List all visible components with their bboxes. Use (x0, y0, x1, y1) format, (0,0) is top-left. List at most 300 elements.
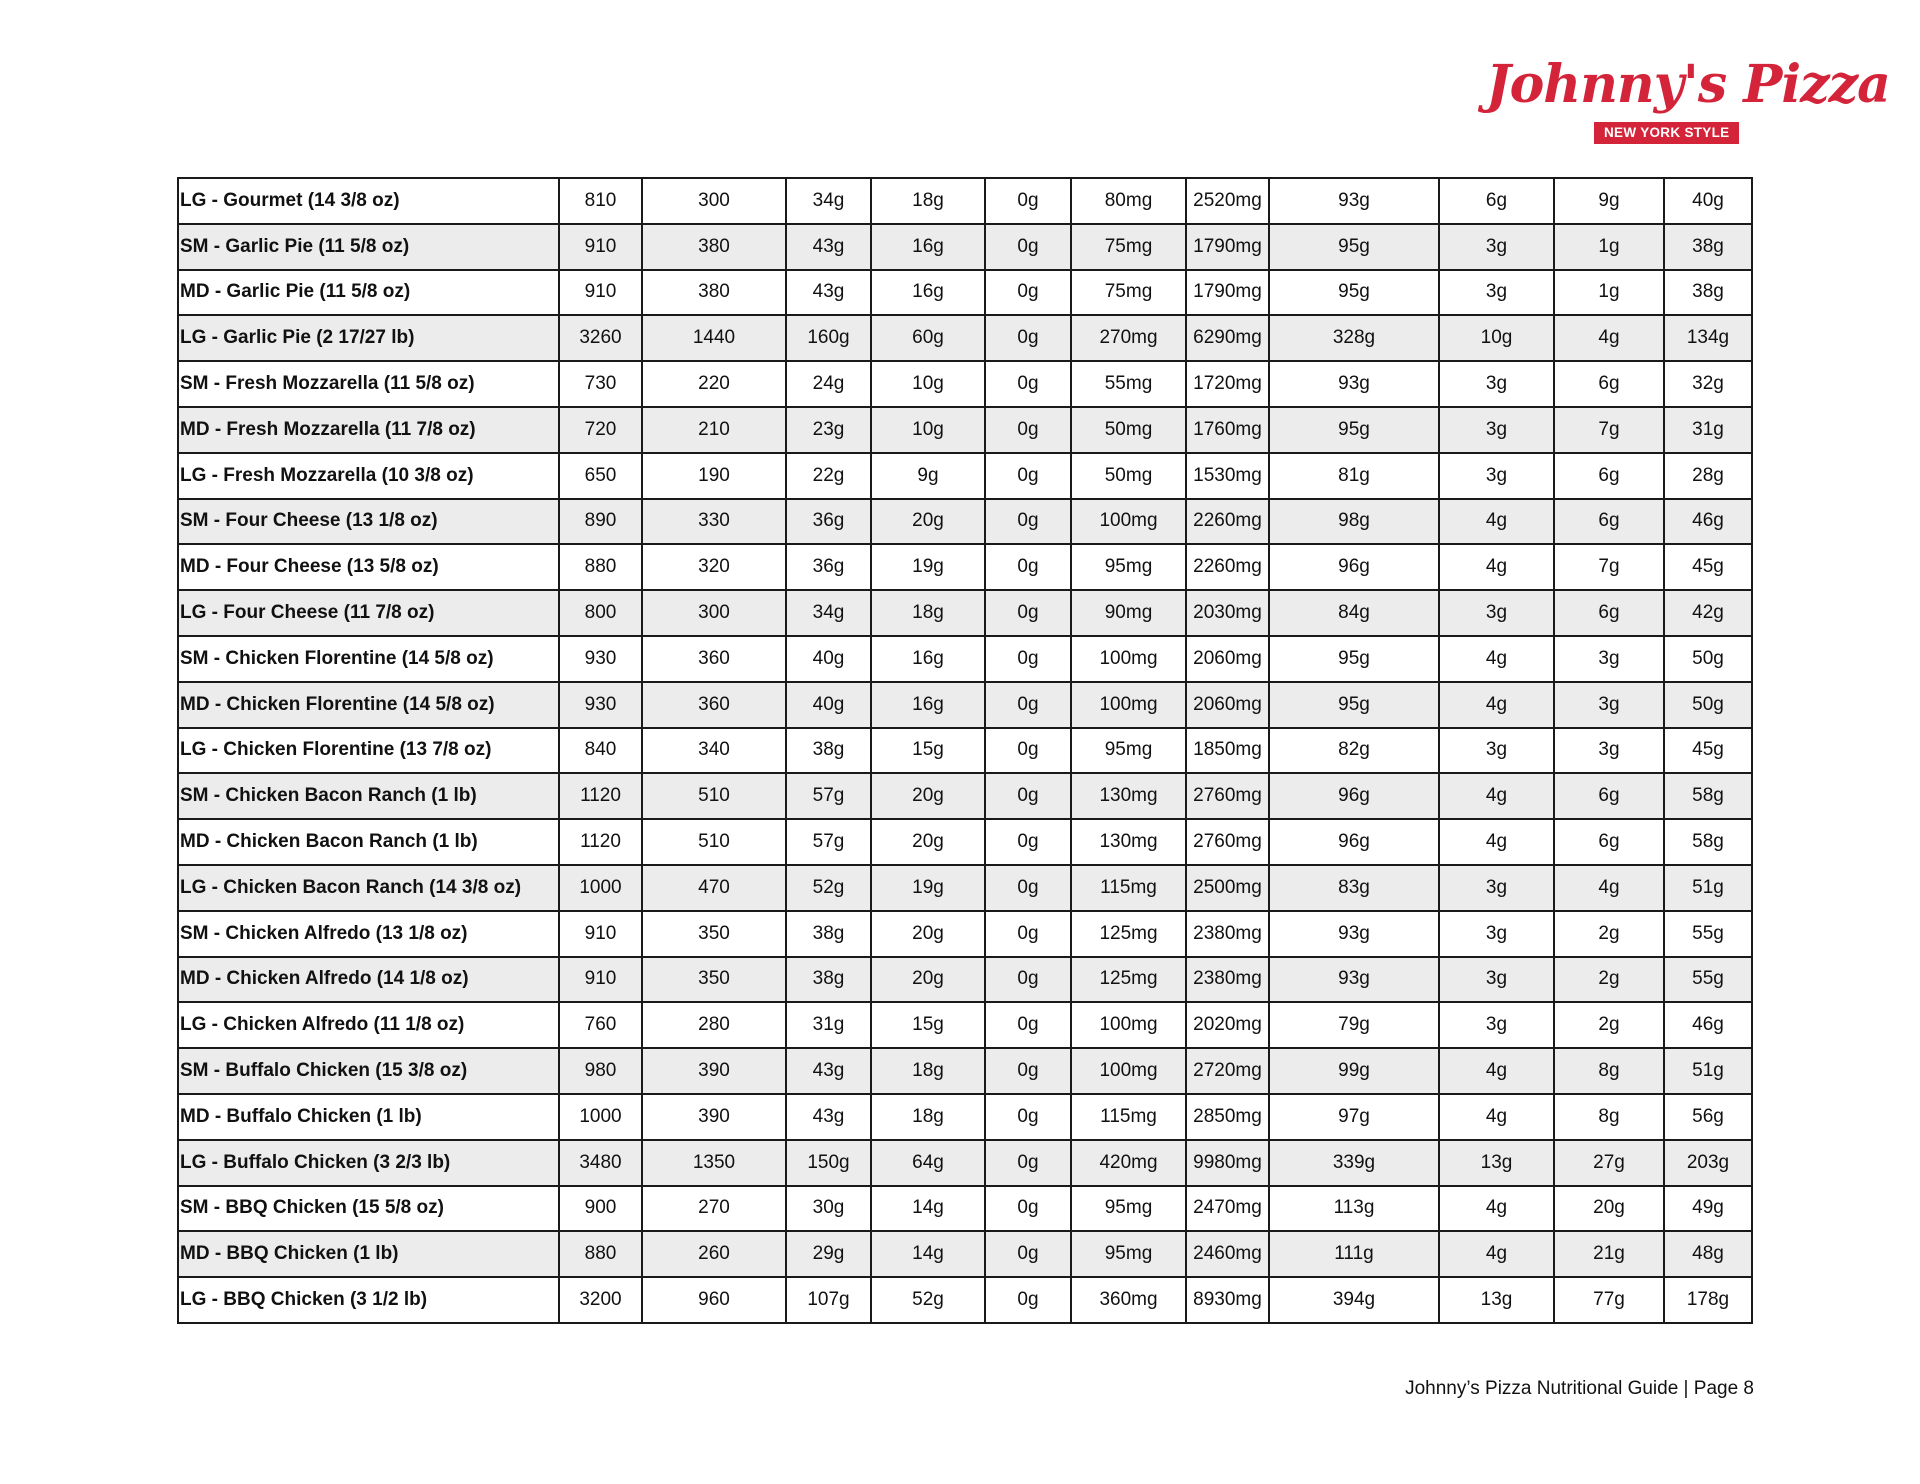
nutrition-value-cell: 4g (1554, 315, 1664, 361)
nutrition-value-cell: 2760mg (1186, 819, 1269, 865)
nutrition-value-cell: 9g (1554, 178, 1664, 224)
nutrition-value-cell: 43g (786, 224, 871, 270)
nutrition-value-cell: 38g (786, 911, 871, 957)
nutrition-value-cell: 20g (871, 773, 985, 819)
nutrition-value-cell: 95g (1269, 682, 1439, 728)
table-row (178, 1002, 1752, 1048)
item-name-cell: MD - Chicken Alfredo (14 1/8 oz) (178, 957, 559, 1003)
nutrition-value-cell: 0g (985, 178, 1071, 224)
nutrition-value-cell: 4g (1439, 1094, 1554, 1140)
nutrition-value-cell: 0g (985, 453, 1071, 499)
nutrition-value-cell: 3g (1439, 1002, 1554, 1048)
nutrition-value-cell: 36g (786, 499, 871, 545)
nutrition-value-cell: 22g (786, 453, 871, 499)
nutrition-value-cell: 16g (871, 636, 985, 682)
nutrition-value-cell: 79g (1269, 1002, 1439, 1048)
nutrition-value-cell: 0g (985, 1231, 1071, 1277)
nutrition-value-cell: 3g (1439, 957, 1554, 1003)
nutrition-value-cell: 0g (985, 957, 1071, 1003)
nutrition-value-cell: 107g (786, 1277, 871, 1323)
nutrition-value-cell: 96g (1269, 819, 1439, 865)
page-footer: Johnny’s Pizza Nutritional Guide | Page 8 (1405, 1378, 1754, 1399)
item-name-cell: LG - Chicken Alfredo (11 1/8 oz) (178, 1002, 559, 1048)
nutrition-value-cell: 90mg (1071, 590, 1186, 636)
nutrition-value-cell: 360mg (1071, 1277, 1186, 1323)
nutrition-value-cell: 64g (871, 1140, 985, 1186)
nutrition-value-cell: 930 (559, 682, 642, 728)
nutrition-value-cell: 1000 (559, 1094, 642, 1140)
nutrition-value-cell: 49g (1664, 1186, 1752, 1232)
nutrition-value-cell: 270mg (1071, 315, 1186, 361)
nutrition-value-cell: 1g (1554, 270, 1664, 316)
item-name-cell: SM - Chicken Florentine (14 5/8 oz) (178, 636, 559, 682)
nutrition-value-cell: 80mg (1071, 178, 1186, 224)
nutrition-value-cell: 100mg (1071, 499, 1186, 545)
nutrition-value-cell: 350 (642, 911, 786, 957)
table-row (178, 315, 1752, 361)
table-row (178, 544, 1752, 590)
item-name-cell: SM - Garlic Pie (11 5/8 oz) (178, 224, 559, 270)
nutrition-value-cell: 7g (1554, 407, 1664, 453)
nutrition-value-cell: 0g (985, 682, 1071, 728)
nutrition-value-cell: 900 (559, 1186, 642, 1232)
nutrition-value-cell: 130mg (1071, 819, 1186, 865)
nutrition-value-cell: 111g (1269, 1231, 1439, 1277)
nutrition-value-cell: 45g (1664, 544, 1752, 590)
nutrition-value-cell: 31g (1664, 407, 1752, 453)
nutrition-value-cell: 910 (559, 911, 642, 957)
table-row (178, 1140, 1752, 1186)
nutrition-value-cell: 100mg (1071, 1048, 1186, 1094)
nutrition-value-cell: 31g (786, 1002, 871, 1048)
nutrition-value-cell: 57g (786, 819, 871, 865)
item-name-cell: SM - Buffalo Chicken (15 3/8 oz) (178, 1048, 559, 1094)
nutrition-value-cell: 51g (1664, 865, 1752, 911)
nutrition-value-cell: 30g (786, 1186, 871, 1232)
nutrition-value-cell: 840 (559, 728, 642, 774)
nutrition-value-cell: 38g (786, 957, 871, 1003)
nutrition-value-cell: 320 (642, 544, 786, 590)
item-name-cell: LG - Chicken Florentine (13 7/8 oz) (178, 728, 559, 774)
nutrition-value-cell: 95mg (1071, 728, 1186, 774)
nutrition-value-cell: 880 (559, 1231, 642, 1277)
table-row (178, 361, 1752, 407)
nutrition-value-cell: 20g (1554, 1186, 1664, 1232)
nutrition-value-cell: 0g (985, 407, 1071, 453)
table-row (178, 728, 1752, 774)
nutrition-value-cell: 93g (1269, 957, 1439, 1003)
nutrition-value-cell: 4g (1439, 1048, 1554, 1094)
nutrition-value-cell: 190 (642, 453, 786, 499)
item-name-cell: MD - BBQ Chicken (1 lb) (178, 1231, 559, 1277)
item-name-cell: LG - Four Cheese (11 7/8 oz) (178, 590, 559, 636)
nutrition-value-cell: 910 (559, 957, 642, 1003)
nutrition-value-cell: 1760mg (1186, 407, 1269, 453)
nutrition-value-cell: 77g (1554, 1277, 1664, 1323)
nutrition-value-cell: 2720mg (1186, 1048, 1269, 1094)
nutrition-value-cell: 328g (1269, 315, 1439, 361)
nutrition-value-cell: 95g (1269, 270, 1439, 316)
nutrition-value-cell: 650 (559, 453, 642, 499)
nutrition-value-cell: 3g (1439, 407, 1554, 453)
nutrition-value-cell: 6g (1554, 499, 1664, 545)
nutrition-value-cell: 34g (786, 178, 871, 224)
nutrition-value-cell: 6g (1439, 178, 1554, 224)
nutrition-value-cell: 6g (1554, 773, 1664, 819)
table-row (178, 1186, 1752, 1232)
nutrition-value-cell: 0g (985, 1094, 1071, 1140)
nutrition-value-cell: 3g (1439, 728, 1554, 774)
nutrition-value-cell: 510 (642, 819, 786, 865)
nutrition-value-cell: 720 (559, 407, 642, 453)
nutrition-value-cell: 2380mg (1186, 911, 1269, 957)
nutrition-value-cell: 4g (1439, 544, 1554, 590)
johnnys-pizza-logo (1480, 52, 1890, 152)
nutrition-value-cell: 43g (786, 1094, 871, 1140)
nutrition-value-cell: 0g (985, 773, 1071, 819)
nutrition-value-cell: 40g (786, 682, 871, 728)
nutrition-value-cell: 38g (1664, 270, 1752, 316)
nutrition-value-cell: 134g (1664, 315, 1752, 361)
nutrition-value-cell: 210 (642, 407, 786, 453)
nutrition-value-cell: 0g (985, 911, 1071, 957)
nutrition-value-cell: 3g (1439, 224, 1554, 270)
item-name-cell: MD - Chicken Florentine (14 5/8 oz) (178, 682, 559, 728)
item-name-cell: SM - BBQ Chicken (15 5/8 oz) (178, 1186, 559, 1232)
nutrition-value-cell: 95g (1269, 636, 1439, 682)
item-name-cell: MD - Buffalo Chicken (1 lb) (178, 1094, 559, 1140)
nutrition-value-cell: 56g (1664, 1094, 1752, 1140)
table-row (178, 957, 1752, 1003)
table-row (178, 1094, 1752, 1140)
nutrition-value-cell: 21g (1554, 1231, 1664, 1277)
nutrition-value-cell: 8g (1554, 1094, 1664, 1140)
nutrition-value-cell: 93g (1269, 178, 1439, 224)
nutrition-value-cell: 42g (1664, 590, 1752, 636)
nutrition-value-cell: 960 (642, 1277, 786, 1323)
table-row (178, 407, 1752, 453)
nutrition-value-cell: 16g (871, 270, 985, 316)
nutrition-value-cell: 46g (1664, 499, 1752, 545)
table-row (178, 1048, 1752, 1094)
nutrition-value-cell: 2500mg (1186, 865, 1269, 911)
nutrition-value-cell: 340 (642, 728, 786, 774)
nutrition-value-cell: 38g (1664, 224, 1752, 270)
nutrition-value-cell: 1790mg (1186, 224, 1269, 270)
nutrition-value-cell: 55mg (1071, 361, 1186, 407)
nutrition-value-cell: 390 (642, 1094, 786, 1140)
nutrition-value-cell: 32g (1664, 361, 1752, 407)
nutrition-value-cell: 6290mg (1186, 315, 1269, 361)
nutrition-value-cell: 14g (871, 1231, 985, 1277)
nutrition-value-cell: 84g (1269, 590, 1439, 636)
nutrition-value-cell: 10g (1439, 315, 1554, 361)
table-row (178, 270, 1752, 316)
table-row (178, 453, 1752, 499)
nutrition-value-cell: 160g (786, 315, 871, 361)
nutrition-value-cell: 18g (871, 1094, 985, 1140)
item-name-cell: SM - Four Cheese (13 1/8 oz) (178, 499, 559, 545)
nutrition-value-cell: 97g (1269, 1094, 1439, 1140)
nutrition-value-cell: 6g (1554, 590, 1664, 636)
nutrition-value-cell: 6g (1554, 361, 1664, 407)
nutrition-value-cell: 2260mg (1186, 544, 1269, 590)
item-name-cell: SM - Chicken Bacon Ranch (1 lb) (178, 773, 559, 819)
nutrition-value-cell: 380 (642, 270, 786, 316)
nutrition-value-cell: 93g (1269, 911, 1439, 957)
nutrition-value-cell: 58g (1664, 773, 1752, 819)
nutrition-value-cell: 15g (871, 728, 985, 774)
nutrition-value-cell: 0g (985, 544, 1071, 590)
nutrition-value-cell: 100mg (1071, 1002, 1186, 1048)
nutrition-value-cell: 880 (559, 544, 642, 590)
nutrition-value-cell: 3260 (559, 315, 642, 361)
item-name-cell: SM - Chicken Alfredo (13 1/8 oz) (178, 911, 559, 957)
nutrition-value-cell: 420mg (1071, 1140, 1186, 1186)
nutrition-value-cell: 10g (871, 407, 985, 453)
nutrition-value-cell: 20g (871, 499, 985, 545)
table-row (178, 865, 1752, 911)
nutrition-value-cell: 1120 (559, 819, 642, 865)
nutrition-value-cell: 300 (642, 178, 786, 224)
nutrition-value-cell: 390 (642, 1048, 786, 1094)
nutrition-value-cell: 2g (1554, 1002, 1664, 1048)
nutrition-value-cell: 40g (786, 636, 871, 682)
nutrition-value-cell: 0g (985, 1277, 1071, 1323)
nutrition-value-cell: 280 (642, 1002, 786, 1048)
nutrition-value-cell: 9g (871, 453, 985, 499)
nutrition-value-cell: 360 (642, 636, 786, 682)
item-name-cell: SM - Fresh Mozzarella (11 5/8 oz) (178, 361, 559, 407)
nutrition-value-cell: 330 (642, 499, 786, 545)
nutrition-value-cell: 2850mg (1186, 1094, 1269, 1140)
table-row (178, 1277, 1752, 1323)
nutrition-value-cell: 339g (1269, 1140, 1439, 1186)
nutrition-value-cell: 95g (1269, 407, 1439, 453)
nutrition-value-cell: 130mg (1071, 773, 1186, 819)
nutrition-value-cell: 19g (871, 865, 985, 911)
nutrition-value-cell: 16g (871, 682, 985, 728)
nutrition-value-cell: 13g (1439, 1277, 1554, 1323)
nutrition-value-cell: 0g (985, 499, 1071, 545)
nutrition-value-cell: 55g (1664, 957, 1752, 1003)
nutrition-value-cell: 0g (985, 270, 1071, 316)
nutrition-value-cell: 0g (985, 1186, 1071, 1232)
nutrition-value-cell: 4g (1439, 499, 1554, 545)
nutrition-value-cell: 27g (1554, 1140, 1664, 1186)
nutrition-value-cell: 2520mg (1186, 178, 1269, 224)
nutrition-value-cell: 980 (559, 1048, 642, 1094)
nutrition-value-cell: 50g (1664, 682, 1752, 728)
item-name-cell: LG - Gourmet (14 3/8 oz) (178, 178, 559, 224)
nutrition-value-cell: 95mg (1071, 544, 1186, 590)
nutrition-value-cell: 10g (871, 361, 985, 407)
nutrition-value-cell: 3g (1439, 911, 1554, 957)
table-row (178, 499, 1752, 545)
nutrition-value-cell: 4g (1439, 682, 1554, 728)
nutrition-value-cell: 95mg (1071, 1231, 1186, 1277)
item-name-cell: LG - BBQ Chicken (3 1/2 lb) (178, 1277, 559, 1323)
nutrition-value-cell: 1850mg (1186, 728, 1269, 774)
nutrition-value-cell: 3g (1439, 270, 1554, 316)
nutrition-value-cell: 13g (1439, 1140, 1554, 1186)
nutrition-value-cell: 50g (1664, 636, 1752, 682)
nutrition-value-cell: 1g (1554, 224, 1664, 270)
nutrition-value-cell: 125mg (1071, 911, 1186, 957)
nutrition-value-cell: 0g (985, 361, 1071, 407)
nutrition-value-cell: 3g (1439, 453, 1554, 499)
logo-script-text: Johnny's Pizza (1486, 54, 1890, 115)
nutrition-value-cell: 2060mg (1186, 636, 1269, 682)
nutrition-value-cell: 890 (559, 499, 642, 545)
nutrition-value-cell: 20g (871, 819, 985, 865)
nutrition-value-cell: 38g (786, 728, 871, 774)
nutrition-value-cell: 50mg (1071, 407, 1186, 453)
nutrition-value-cell: 0g (985, 819, 1071, 865)
nutrition-value-cell: 3g (1554, 728, 1664, 774)
nutrition-value-cell: 3g (1439, 361, 1554, 407)
nutrition-value-cell: 18g (871, 590, 985, 636)
nutrition-value-cell: 203g (1664, 1140, 1752, 1186)
nutrition-value-cell: 300 (642, 590, 786, 636)
logo-tagline: NEW YORK STYLE (1594, 122, 1739, 144)
nutrition-value-cell: 60g (871, 315, 985, 361)
nutrition-value-cell: 1790mg (1186, 270, 1269, 316)
table-row (178, 1231, 1752, 1277)
nutrition-value-cell: 350 (642, 957, 786, 1003)
nutrition-value-cell: 51g (1664, 1048, 1752, 1094)
nutrition-value-cell: 3g (1554, 636, 1664, 682)
nutrition-value-cell: 0g (985, 224, 1071, 270)
nutrition-value-cell: 260 (642, 1231, 786, 1277)
nutrition-value-cell: 1000 (559, 865, 642, 911)
nutrition-value-cell: 0g (985, 315, 1071, 361)
nutrition-value-cell: 9980mg (1186, 1140, 1269, 1186)
nutrition-value-cell: 81g (1269, 453, 1439, 499)
item-name-cell: MD - Fresh Mozzarella (11 7/8 oz) (178, 407, 559, 453)
nutrition-value-cell: 7g (1554, 544, 1664, 590)
nutrition-value-cell: 1350 (642, 1140, 786, 1186)
nutrition-value-cell: 15g (871, 1002, 985, 1048)
nutrition-value-cell: 100mg (1071, 682, 1186, 728)
nutrition-value-cell: 800 (559, 590, 642, 636)
nutrition-value-cell: 6g (1554, 453, 1664, 499)
nutrition-value-cell: 730 (559, 361, 642, 407)
nutrition-value-cell: 43g (786, 270, 871, 316)
nutrition-value-cell: 150g (786, 1140, 871, 1186)
table-row (178, 911, 1752, 957)
nutrition-value-cell: 100mg (1071, 636, 1186, 682)
table-row (178, 224, 1752, 270)
nutrition-value-cell: 55g (1664, 911, 1752, 957)
nutrition-value-cell: 3g (1439, 590, 1554, 636)
table-row (178, 682, 1752, 728)
nutrition-value-cell: 3g (1554, 682, 1664, 728)
nutrition-value-cell: 380 (642, 224, 786, 270)
nutrition-value-cell: 125mg (1071, 957, 1186, 1003)
nutrition-value-cell: 34g (786, 590, 871, 636)
item-name-cell: LG - Buffalo Chicken (3 2/3 lb) (178, 1140, 559, 1186)
nutrition-value-cell: 2030mg (1186, 590, 1269, 636)
nutrition-value-cell: 52g (786, 865, 871, 911)
nutrition-value-cell: 8930mg (1186, 1277, 1269, 1323)
item-name-cell: MD - Four Cheese (13 5/8 oz) (178, 544, 559, 590)
table-row (178, 178, 1752, 224)
nutrition-value-cell: 28g (1664, 453, 1752, 499)
nutrition-table-body (178, 178, 1752, 1323)
item-name-cell: LG - Chicken Bacon Ranch (14 3/8 oz) (178, 865, 559, 911)
nutrition-value-cell: 2260mg (1186, 499, 1269, 545)
nutrition-value-cell: 394g (1269, 1277, 1439, 1323)
nutrition-value-cell: 46g (1664, 1002, 1752, 1048)
nutrition-value-cell: 52g (871, 1277, 985, 1323)
table-row (178, 773, 1752, 819)
nutrition-value-cell: 50mg (1071, 453, 1186, 499)
nutrition-value-cell: 4g (1439, 636, 1554, 682)
nutrition-value-cell: 2g (1554, 911, 1664, 957)
nutrition-value-cell: 510 (642, 773, 786, 819)
nutrition-value-cell: 75mg (1071, 270, 1186, 316)
nutrition-value-cell: 82g (1269, 728, 1439, 774)
nutrition-value-cell: 0g (985, 1002, 1071, 1048)
item-name-cell: MD - Garlic Pie (11 5/8 oz) (178, 270, 559, 316)
nutrition-value-cell: 29g (786, 1231, 871, 1277)
nutrition-value-cell: 4g (1439, 1186, 1554, 1232)
nutrition-value-cell: 16g (871, 224, 985, 270)
nutrition-value-cell: 83g (1269, 865, 1439, 911)
nutrition-value-cell: 0g (985, 590, 1071, 636)
nutrition-value-cell: 40g (1664, 178, 1752, 224)
nutrition-value-cell: 0g (985, 1140, 1071, 1186)
nutrition-value-cell: 3g (1439, 865, 1554, 911)
nutrition-value-cell: 93g (1269, 361, 1439, 407)
nutrition-value-cell: 45g (1664, 728, 1752, 774)
nutrition-value-cell: 1530mg (1186, 453, 1269, 499)
nutrition-value-cell: 930 (559, 636, 642, 682)
nutrition-value-cell: 4g (1554, 865, 1664, 911)
nutrition-value-cell: 810 (559, 178, 642, 224)
table-row (178, 819, 1752, 865)
nutrition-value-cell: 115mg (1071, 1094, 1186, 1140)
table-row (178, 636, 1752, 682)
nutrition-value-cell: 360 (642, 682, 786, 728)
nutrition-value-cell: 910 (559, 224, 642, 270)
nutrition-value-cell: 96g (1269, 544, 1439, 590)
nutrition-value-cell: 23g (786, 407, 871, 453)
nutrition-table (177, 177, 1753, 1324)
nutrition-value-cell: 115mg (1071, 865, 1186, 911)
nutrition-value-cell: 2380mg (1186, 957, 1269, 1003)
nutrition-value-cell: 43g (786, 1048, 871, 1094)
nutrition-value-cell: 2060mg (1186, 682, 1269, 728)
table-row (178, 590, 1752, 636)
nutrition-value-cell: 178g (1664, 1277, 1752, 1323)
nutrition-value-cell: 3200 (559, 1277, 642, 1323)
nutrition-value-cell: 760 (559, 1002, 642, 1048)
nutrition-value-cell: 96g (1269, 773, 1439, 819)
nutrition-value-cell: 1720mg (1186, 361, 1269, 407)
nutrition-value-cell: 36g (786, 544, 871, 590)
nutrition-value-cell: 2460mg (1186, 1231, 1269, 1277)
nutrition-value-cell: 2020mg (1186, 1002, 1269, 1048)
nutrition-value-cell: 2760mg (1186, 773, 1269, 819)
nutrition-value-cell: 98g (1269, 499, 1439, 545)
nutrition-value-cell: 6g (1554, 819, 1664, 865)
item-name-cell: LG - Fresh Mozzarella (10 3/8 oz) (178, 453, 559, 499)
nutrition-value-cell: 18g (871, 1048, 985, 1094)
nutrition-value-cell: 48g (1664, 1231, 1752, 1277)
nutrition-value-cell: 270 (642, 1186, 786, 1232)
